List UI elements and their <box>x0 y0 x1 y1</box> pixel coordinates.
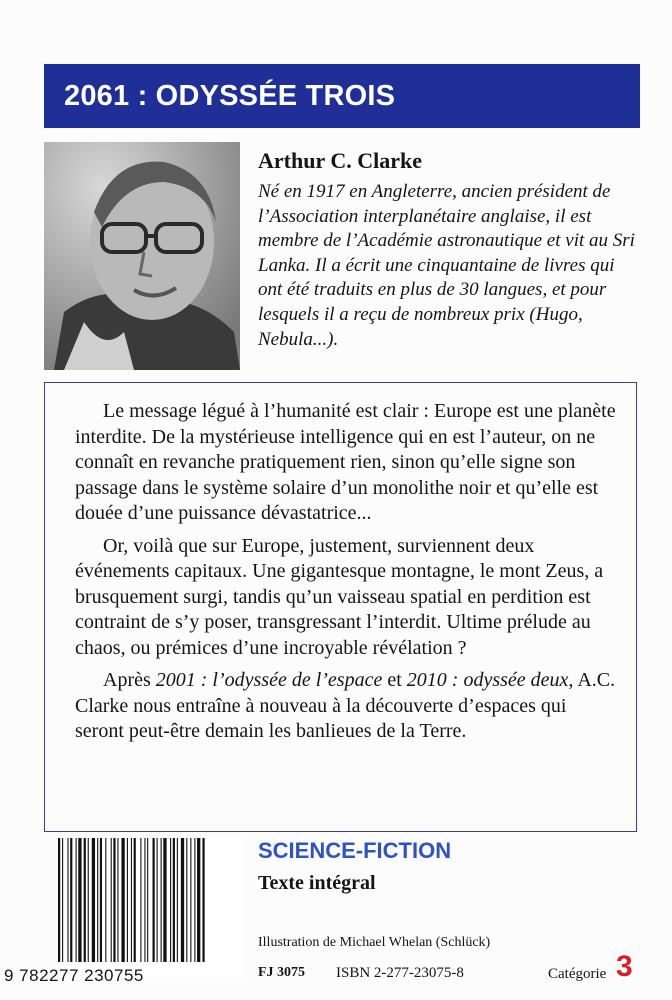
isbn: ISBN 2-277-23075-8 <box>336 965 464 981</box>
author-name: Arthur C. Clarke <box>258 148 422 173</box>
category-label: Catégorie <box>548 966 607 982</box>
barcode-icon <box>56 838 244 962</box>
author-portrait-icon <box>44 142 240 370</box>
genre-label: SCIENCE-FICTION <box>258 838 452 863</box>
fj-code: FJ 3075 <box>258 965 306 980</box>
illustration-credit: Illustration de Michael Whelan (Schlück) <box>258 935 491 950</box>
synopsis-paragraph-2: Or, voilà que sur Europe, justement, surviennent deux événements capitaux. Une gigantesque montagne, le mont Zeus, a brusquement surgi, tandis qu’un vaisseau spatial en perdition est contraint de s’y poser, transgressant l’interdit. Ultime prélude au chaos, ou prémices d’une incroyable révélation ? <box>75 534 604 659</box>
synopsis-paragraph-3: Après 2001 : l’odyssée de l’espace et 2010 : odyssée deux, A.C. Clarke nous entraîne à nouveau à la découverte d’espaces qui seront peut-être demain les banlieues de la Terre. <box>75 669 616 742</box>
barcode <box>56 838 244 978</box>
edition-label: Texte intégral <box>258 872 376 894</box>
title-bar <box>44 64 640 128</box>
book-title: 2061 : ODYSSÉE TROIS <box>64 80 396 112</box>
barcode-number: 9 782277 230755 <box>4 966 144 985</box>
author-portrait-photo <box>44 142 240 370</box>
author-bio: Né en 1917 en Angleterre, ancien président de l’Association interplanétaire anglaise, il est membre de l’Académie astronautique et vit au Sri Lanka. Il a écrit une cinquantaine de livres qui ont été traduits en plus de 30 langues, et pour lesquels il a reçu de nombreux prix (Hugo, Nebula...). <box>258 181 635 350</box>
synopsis-box <box>44 382 637 832</box>
category-number: 3 <box>616 950 633 983</box>
synopsis-paragraph-1: Le message légué à l’humanité est clair : Europe est une planète interdite. De la mystérieuse intelligence qui en est l’auteur, on ne connaît en revanche pratiquement rien, sinon qu’elle signe son passage dans le système solaire d’un monolithe noir et qu’elle est douée d’une puissance dévastatrice... <box>75 400 616 524</box>
